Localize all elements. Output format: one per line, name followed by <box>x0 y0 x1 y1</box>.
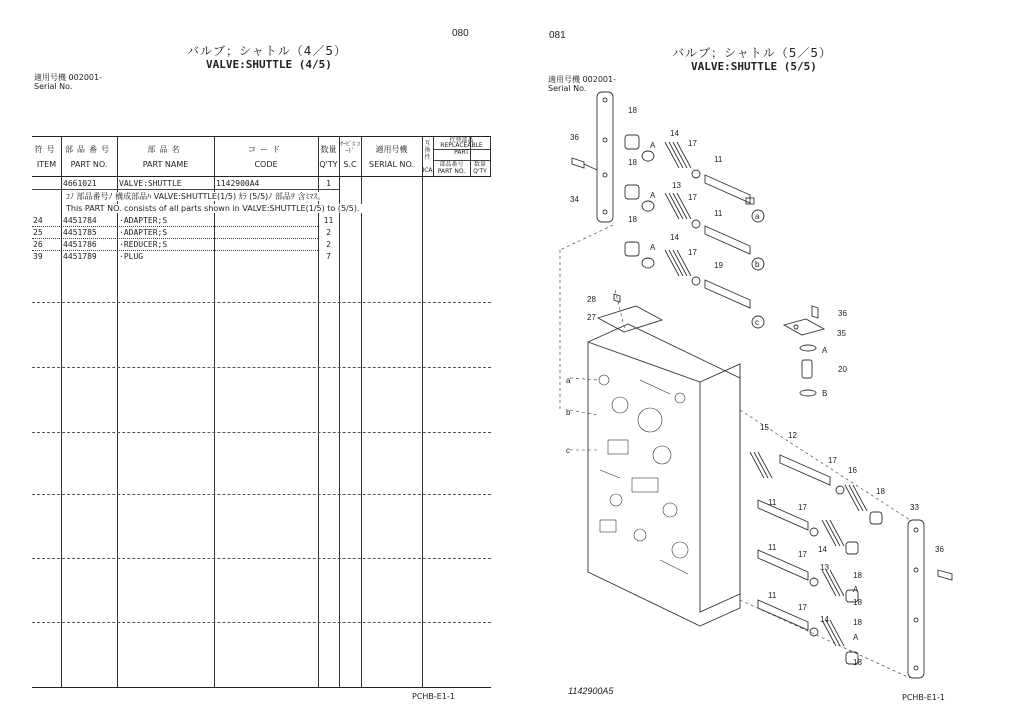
svg-text:A: A <box>650 141 656 150</box>
plate-34 <box>597 92 613 222</box>
svg-text:35: 35 <box>837 329 846 338</box>
svg-text:14: 14 <box>818 545 827 554</box>
page-number-left: 080 <box>452 28 469 39</box>
spool-row-lower-4 <box>758 600 858 664</box>
row-rule <box>32 226 318 227</box>
note-en: This PART NO. consists of all parts shown in VALVE:SHUTTLE(1/5) to (5/5). <box>66 204 364 213</box>
row-item: 39 <box>33 252 43 261</box>
header-service-en: S.C <box>343 160 357 169</box>
svg-text:36: 36 <box>935 545 944 554</box>
svg-text:34: 34 <box>570 195 579 204</box>
svg-text:c: c <box>566 446 570 455</box>
svg-text:13: 13 <box>820 563 829 572</box>
row-qty: 11 <box>323 216 334 225</box>
svg-text:33: 33 <box>910 503 919 512</box>
parts-table <box>32 136 491 688</box>
svg-text:18: 18 <box>853 618 862 627</box>
diagram-code: 1142900A5 <box>568 686 614 696</box>
svg-text:a: a <box>755 212 760 221</box>
row-qty: 2 <box>326 228 331 237</box>
col-divider <box>490 136 491 176</box>
svg-text:14: 14 <box>670 129 679 138</box>
section-divider <box>32 367 491 368</box>
svg-text:b: b <box>566 408 571 417</box>
col-divider <box>117 136 118 687</box>
cover-27 <box>598 306 662 332</box>
svg-text:16: 16 <box>848 466 857 475</box>
svg-text:11: 11 <box>768 498 777 507</box>
row-part-name: ·ADAPTER;S <box>119 228 168 237</box>
svg-text:27: 27 <box>587 313 596 322</box>
row-rule <box>32 250 318 251</box>
row-part-no: 4451784 <box>63 216 97 225</box>
header-code-en: CODE <box>254 160 278 169</box>
svg-text:20: 20 <box>838 365 847 374</box>
svg-text:11: 11 <box>768 543 777 552</box>
spring-20 <box>802 360 812 378</box>
svg-text:18: 18 <box>628 106 637 115</box>
serial-label-jp: 適用号機 <box>34 73 66 82</box>
header-code-jp: コード <box>248 145 284 154</box>
svg-text:11: 11 <box>768 591 777 600</box>
header-part-no-en: PART NO. <box>70 160 108 169</box>
main-part-name: VALVE:SHUTTLE <box>119 179 182 188</box>
header-qty-jp: 数量 <box>320 145 337 154</box>
main-part-no: 4661021 <box>63 179 97 188</box>
svg-text:18: 18 <box>628 158 637 167</box>
svg-text:13: 13 <box>672 181 681 190</box>
svg-text:11: 11 <box>714 209 723 218</box>
header-repl-qty: 数量 Q'TY <box>473 161 487 175</box>
header-replaceable-en: REPLACEABLE PART <box>440 142 483 156</box>
svg-text:18: 18 <box>876 487 885 496</box>
svg-text:36: 36 <box>838 309 847 318</box>
page-title-jp-right: バルブ；シャトル（5／5） <box>672 46 833 60</box>
header-part-no-jp: 部品番号 <box>65 145 113 154</box>
row-qty: 2 <box>326 240 331 249</box>
header-qty-en: Q'TY <box>319 160 338 169</box>
svg-text:A: A <box>853 585 859 594</box>
col-divider <box>214 136 215 687</box>
svg-text:14: 14 <box>820 615 829 624</box>
col-divider <box>339 136 340 687</box>
row-part-no: 4451789 <box>63 252 97 261</box>
header-service-jp: ｻｰﾋﾞｽ ｺｰﾄﾞ <box>340 141 360 155</box>
header-serial-en: SERIAL NO. <box>368 160 415 169</box>
svg-text:B: B <box>822 389 828 398</box>
header-interchange-jp: 互換性 <box>424 140 431 161</box>
page-title-en-right: VALVE:SHUTTLE (5/5) <box>691 60 817 73</box>
header-interchange-en: ICA <box>422 167 433 174</box>
main-code: 1142900A4 <box>216 179 260 188</box>
svg-text:a: a <box>566 376 571 385</box>
svg-text:17: 17 <box>798 550 807 559</box>
svg-text:18: 18 <box>853 571 862 580</box>
svg-text:36: 36 <box>570 133 579 142</box>
footer-code-left: PCHB-E1-1 <box>412 692 455 701</box>
svg-text:17: 17 <box>688 193 697 202</box>
page-title-jp-left: バルブ；シャトル（4／5） <box>187 44 348 58</box>
col-divider <box>422 136 423 687</box>
serial-label-en: Serial No. <box>34 82 73 91</box>
svg-text:18: 18 <box>853 598 862 607</box>
header-item-jp: 符号 <box>34 145 59 154</box>
header-replaceable-jp: 代替部品 <box>449 137 474 144</box>
screw-36b <box>938 570 952 580</box>
callouts <box>566 106 944 667</box>
row-part-no: 4451786 <box>63 240 97 249</box>
svg-text:12: 12 <box>788 431 797 440</box>
svg-text:b: b <box>755 260 760 269</box>
table-bottom-rule <box>32 687 491 688</box>
svg-text:17: 17 <box>688 248 697 257</box>
col-divider <box>361 136 362 687</box>
section-divider <box>32 494 491 495</box>
svg-text:18: 18 <box>628 215 637 224</box>
header-item-en: ITEM <box>36 160 57 169</box>
svg-text:17: 17 <box>828 456 837 465</box>
header-part-name-jp: 部品名 <box>147 145 184 154</box>
row-part-name: ·PLUG <box>119 252 144 261</box>
section-divider <box>32 558 491 559</box>
svg-text:15: 15 <box>760 423 769 432</box>
note-jp: ｺﾉ 部品番号ﾉ 構成部品ﾊ VALVE:SHUTTLE(1/5) ｶﾗ (5/5)ﾉ 部品ｦ 含ﾐﾏｽ。 <box>66 192 329 201</box>
section-divider <box>32 432 491 433</box>
row-item: 26 <box>33 240 43 249</box>
svg-text:18: 18 <box>853 658 862 667</box>
svg-text:17: 17 <box>688 139 697 148</box>
svg-text:19: 19 <box>714 261 723 270</box>
serial-info-left <box>34 73 102 91</box>
svg-text:A: A <box>822 346 828 355</box>
header-part-name-en: PART NAME <box>142 160 189 169</box>
svg-text:A: A <box>650 191 656 200</box>
header-repl-part-no: 部品番号 PART NO. <box>437 161 466 175</box>
plate-35 <box>784 319 824 335</box>
serial-value: 002001- <box>68 73 102 82</box>
footer-code-right: PCHB-E1-1 <box>902 693 945 702</box>
svg-text:14: 14 <box>670 233 679 242</box>
svg-text:A: A <box>853 633 859 642</box>
row-rule <box>32 238 318 239</box>
col-divider <box>61 136 62 687</box>
header-serial-jp: 適用号機 <box>375 145 408 154</box>
main-row-rule <box>32 189 339 190</box>
svg-text:c: c <box>755 318 759 327</box>
serial-value: 002001- <box>582 75 616 84</box>
row-qty: 7 <box>326 252 331 261</box>
section-divider <box>32 302 491 303</box>
bolt-36 <box>812 306 818 318</box>
section-divider <box>32 622 491 623</box>
svg-text:28: 28 <box>587 295 596 304</box>
row-part-no: 4451785 <box>63 228 97 237</box>
serial-label-en: Serial No. <box>548 84 587 93</box>
svg-text:17: 17 <box>798 503 807 512</box>
page-title-en-left: VALVE:SHUTTLE (4/5) <box>206 58 332 71</box>
row-part-name: ·ADAPTER;S <box>119 216 168 225</box>
plate-33 <box>908 520 924 678</box>
screw-36 <box>572 158 584 168</box>
svg-text:17: 17 <box>798 603 807 612</box>
svg-text:A: A <box>650 243 656 252</box>
exploded-parts-diagram <box>540 80 1010 690</box>
row-part-name: ·REDUCER;S <box>119 240 168 249</box>
row-item: 25 <box>33 228 43 237</box>
svg-text:11: 11 <box>714 155 723 164</box>
page-number-right: 081 <box>549 30 566 41</box>
row-item: 24 <box>33 216 43 225</box>
serial-label-jp: 適用号機 <box>548 75 580 84</box>
main-qty: 1 <box>326 179 331 188</box>
